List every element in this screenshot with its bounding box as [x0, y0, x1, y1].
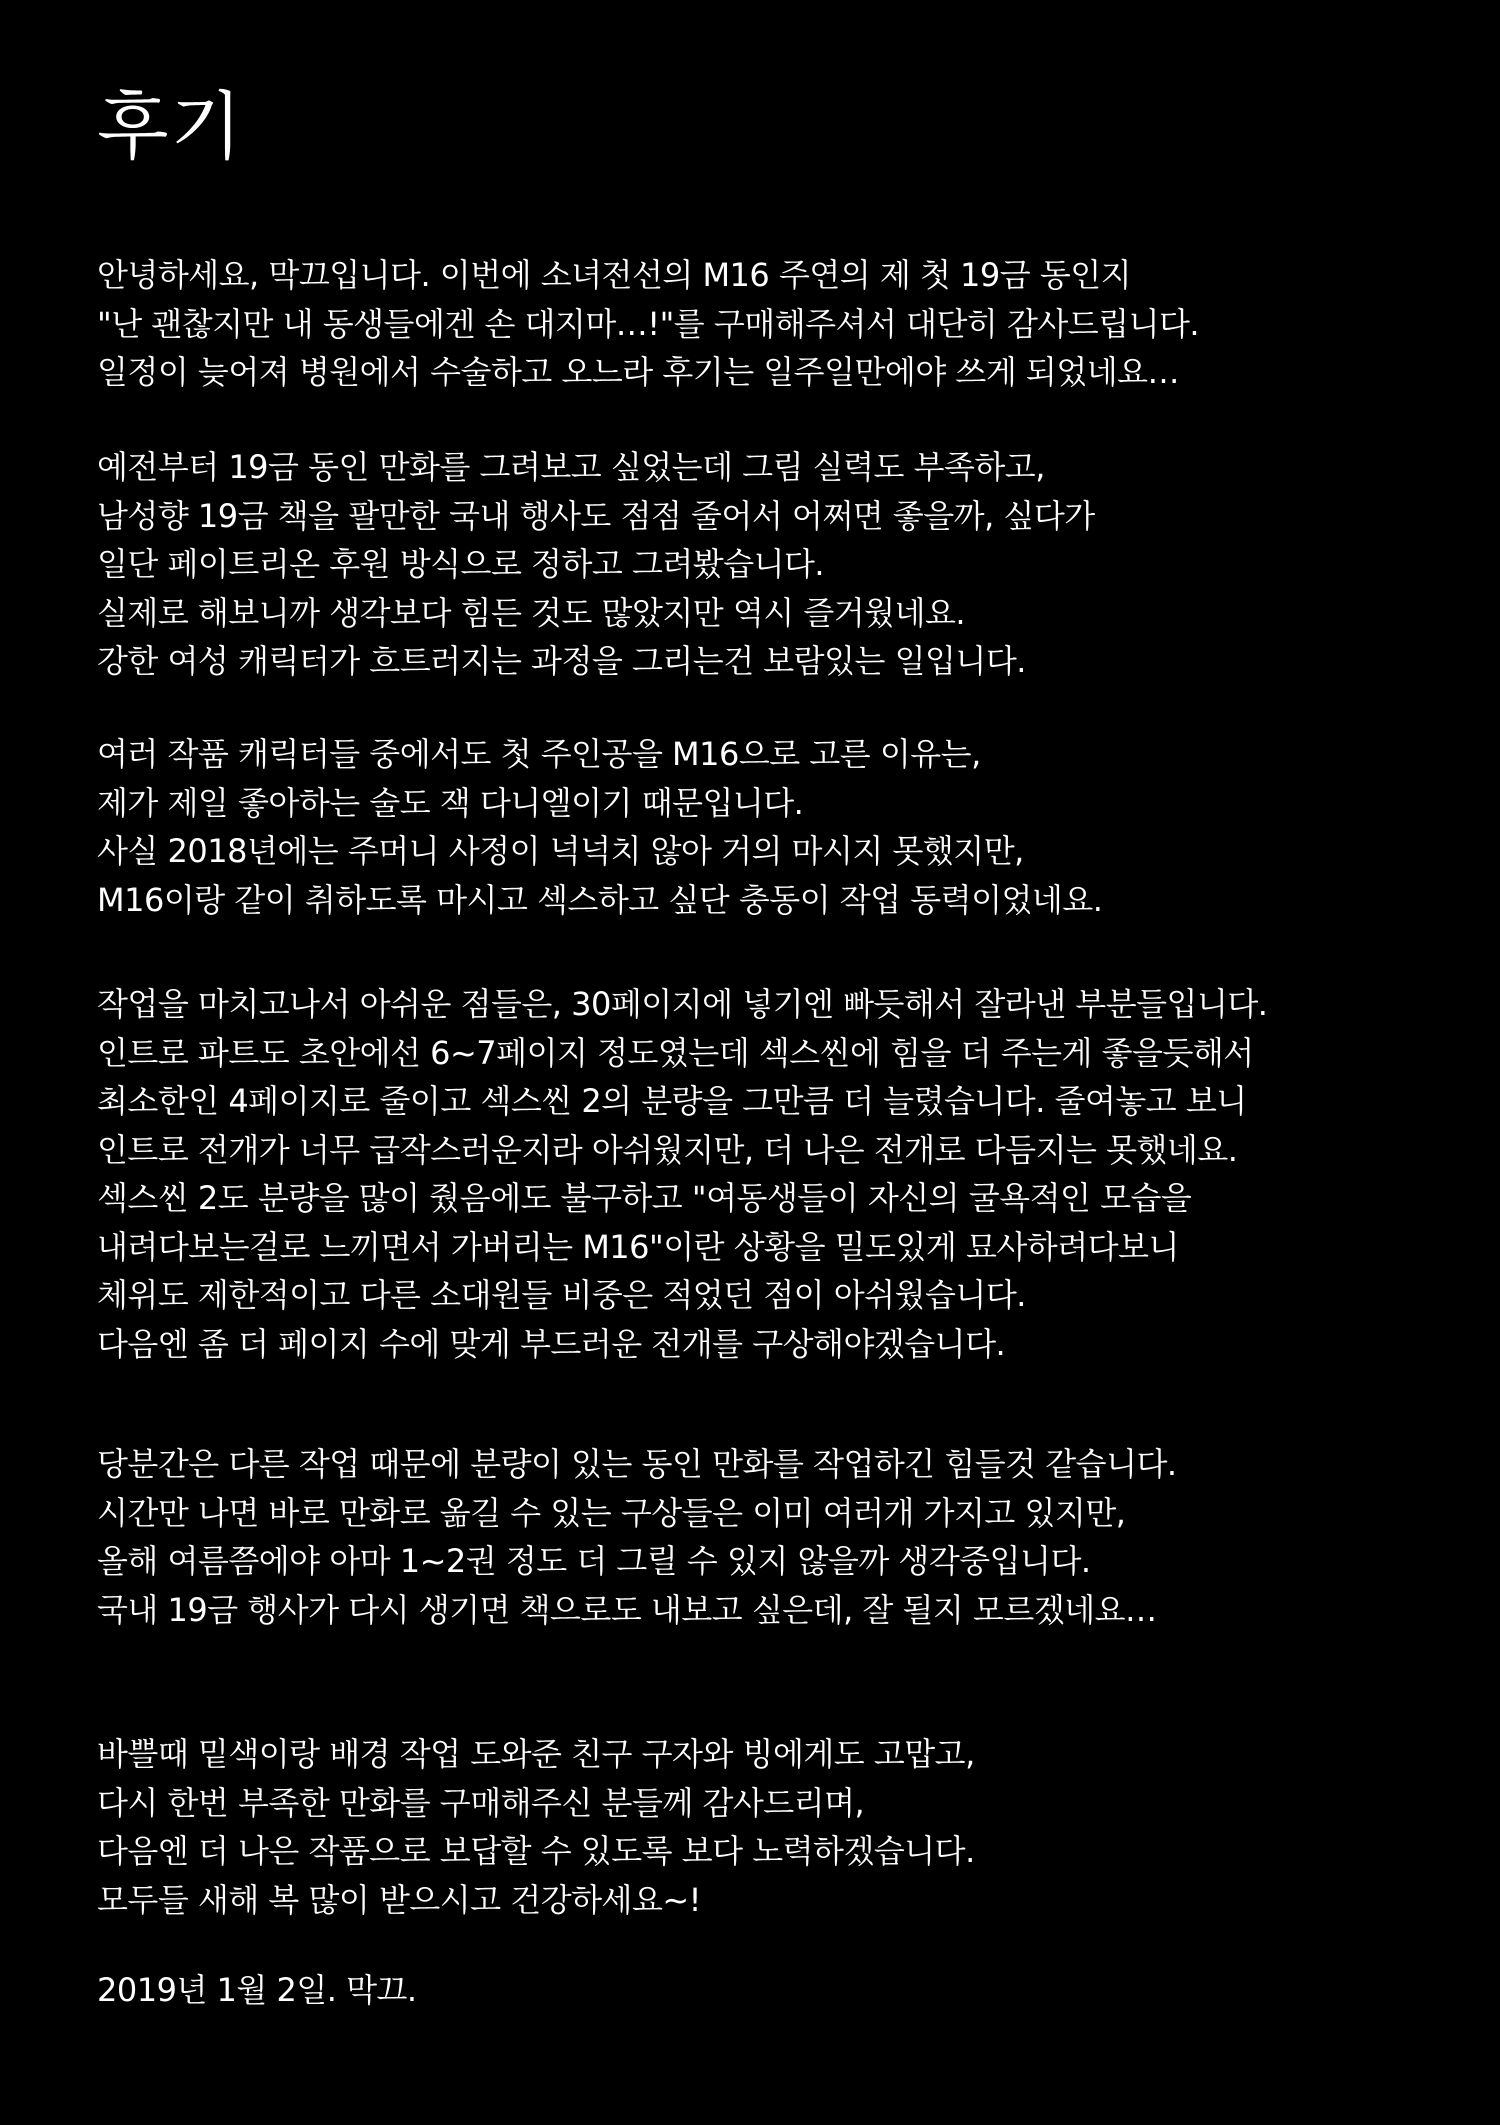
- text-line: 다음엔 더 나은 작품으로 보답할 수 있도록 보다 노력하겠습니다.: [97, 1832, 975, 1870]
- text-line: 인트로 파트도 초안에선 6~7페이지 정도였는데 섹스씬에 힘을 더 주는게 좋을듯해서: [97, 1033, 1254, 1072]
- page-title: 후기: [97, 84, 244, 170]
- text-line: 여러 작품 캐릭터들 중에서도 첫 주인공을 M16으로 고른 이유는,: [97, 735, 981, 773]
- text-line: 제가 제일 좋아하는 술도 잭 다니엘이기 때문입니다.: [97, 783, 804, 822]
- text-line: 인트로 전개가 너무 급작스러운지라 아쉬웠지만, 더 나은 전개로 다듬지는 못했네요.: [97, 1130, 1238, 1169]
- text-line: 내려다보는걸로 느끼면서 가버리는 M16"이란 상황을 밀도있게 묘사하려다보니: [97, 1227, 1179, 1266]
- paragraph-character-choice: [97, 730, 1102, 924]
- text-line: 시간만 나면 바로 만화로 옮길 수 있는 구상들은 이미 여러개 가지고 있지만,: [97, 1493, 1126, 1532]
- signature-date: [97, 1966, 417, 2015]
- text-line: 예전부터 19금 동인 만화를 그려보고 싶었는데 그림 실력도 부족하고,: [97, 448, 1045, 486]
- text-line: 올해 여름쯤에야 아마 1~2권 정도 더 그릴 수 있지 않을까 생각중입니다.: [97, 1542, 1091, 1580]
- paragraph-thanks: [97, 1730, 975, 1924]
- text-line: M16이랑 같이 취하도록 마시고 섹스하고 싶단 충동이 작업 동력이었네요.: [97, 880, 1103, 919]
- paragraph-regrets: [97, 980, 1267, 1368]
- text-line: 당분간은 다른 작업 때문에 분량이 있는 동인 만화를 작업하긴 힘들것 같습니다.: [97, 1445, 1177, 1483]
- text-line: 바쁠때 밑색이랑 배경 작업 도와준 친구 구자와 빙에게도 고맙고,: [97, 1735, 975, 1773]
- text-line: 모두들 새해 복 많이 받으시고 건강하세요~!: [97, 1880, 702, 1919]
- text-line: 강한 여성 캐릭터가 흐트러지는 과정을 그리는건 보람있는 일입니다.: [97, 642, 1026, 680]
- paragraph-motivation: [97, 443, 1095, 686]
- text-line: 일단 페이트리온 후원 방식으로 정하고 그려봤습니다.: [97, 545, 825, 583]
- text-line: 남성향 19금 책을 팔만한 국내 행사도 점점 줄어서 어쩌면 좋을까, 싶다가: [97, 496, 1095, 535]
- text-line: 섹스씬 2도 분량을 많이 줬음에도 불구하고 "여동생들이 자신의 굴욕적인 모습을: [97, 1179, 1192, 1217]
- text-line: 작업을 마치고나서 아쉬운 점들은, 30페이지에 넣기엔 빠듯해서 잘라낸 부분들입니다.: [97, 985, 1268, 1023]
- text-line: 다시 한번 부족한 만화를 구매해주신 분들께 감사드리며,: [97, 1783, 865, 1822]
- text-line: 안녕하세요, 막끄입니다. 이번에 소녀전선의 M16 주연의 제 첫 19금 동인지: [97, 256, 1132, 294]
- text-line: 국내 19금 행사가 다시 생기면 책으로도 내보고 싶은데, 잘 될지 모르겠네요…: [97, 1590, 1157, 1629]
- text-line: "난 괜찮지만 내 동생들에겐 손 대지마…!"를 구매해주셔서 대단히 감사드립니다.: [97, 304, 1200, 343]
- text-line: 사실 2018년에는 주머니 사정이 넉넉치 않아 거의 마시지 못했지만,: [97, 832, 1024, 870]
- text-line: 실제로 해보니까 생각보다 힘든 것도 많았지만 역시 즐거웠네요.: [97, 593, 966, 632]
- text-line: 체위도 제한적이고 다른 소대원들 비중은 적었던 점이 아쉬웠습니다.: [97, 1276, 1026, 1314]
- paragraph-greeting: [97, 251, 1199, 397]
- text-line: 일정이 늦어져 병원에서 수술하고 오느라 후기는 일주일만에야 쓰게 되었네요…: [97, 353, 1180, 391]
- text-line: 최소한인 4페이지로 줄이고 섹스씬 2의 분량을 그만큼 더 늘렸습니다. 줄여놓고 보니: [97, 1082, 1247, 1120]
- text-line: 2019년 1월 2일. 막끄.: [97, 1971, 417, 2009]
- text-line: 다음엔 좀 더 페이지 수에 맞게 부드러운 전개를 구상해야겠습니다.: [97, 1324, 1006, 1363]
- paragraph-future-plans: [97, 1440, 1177, 1634]
